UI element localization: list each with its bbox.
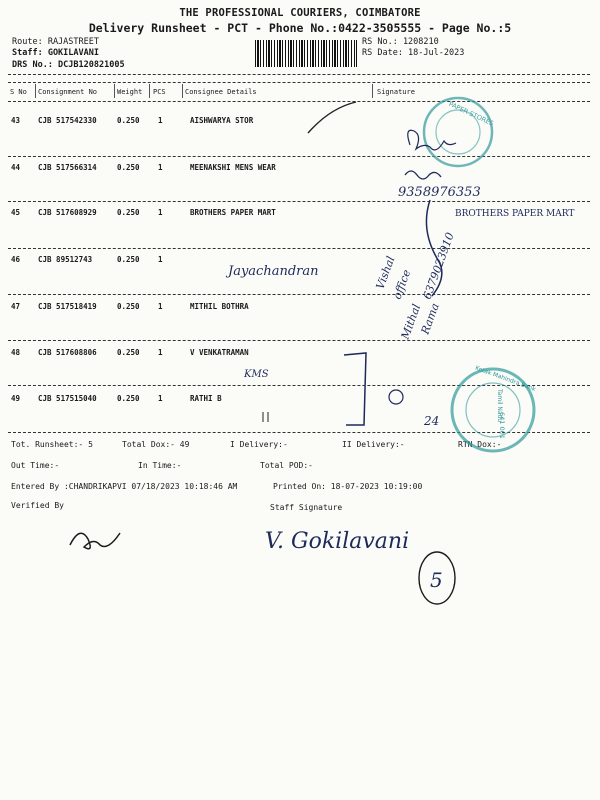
separator bbox=[8, 74, 590, 75]
rs-number: RS No.: 1208210 bbox=[362, 37, 439, 47]
brothers-stamp-text: BROTHERS PAPER MART bbox=[455, 209, 575, 219]
row-consignee: BROTHERS PAPER MART bbox=[190, 208, 276, 217]
row-sno: 48 bbox=[11, 348, 21, 357]
col-divider bbox=[182, 84, 183, 98]
drs-number: DRS No.: DCJB120821005 bbox=[12, 60, 125, 70]
row-weight: 0.250 bbox=[117, 394, 140, 403]
staff-label: Staff: GOKILAVANI bbox=[12, 48, 99, 58]
col-header-consignment: Consignment No bbox=[38, 88, 98, 96]
row-separator bbox=[8, 201, 590, 202]
handwritten-date-mark: 24 bbox=[424, 414, 440, 428]
handwritten-page-mark: 5 bbox=[430, 568, 443, 592]
company-title: THE PROFESSIONAL COURIERS, COIMBATORE bbox=[179, 7, 421, 19]
handwritten-mithal: Mithal bbox=[398, 302, 424, 342]
ii-delivery: II Delivery:- bbox=[342, 440, 405, 449]
row-weight: 0.250 bbox=[117, 208, 140, 217]
row-pcs: 1 bbox=[158, 208, 163, 217]
row-consignee: AISHWARYA STOR bbox=[190, 116, 254, 125]
route-label: Route: RAJASTREET bbox=[12, 37, 99, 47]
col-divider bbox=[114, 84, 115, 98]
row-weight: 0.250 bbox=[117, 255, 140, 264]
in-time: In Time:- bbox=[138, 461, 182, 470]
entered-by: Entered By :CHANDRIKAPVI 07/18/2023 10:18:46 AM bbox=[11, 482, 238, 491]
stamp-kotak-text: Kotak Mahindra Bank bbox=[474, 364, 537, 394]
row-sno: 46 bbox=[11, 255, 21, 264]
row-weight: 0.250 bbox=[117, 116, 140, 125]
row-pcs: 1 bbox=[158, 348, 163, 357]
printed-on: Printed On: 18-07-2023 10:19:00 bbox=[273, 482, 423, 491]
row-separator bbox=[8, 248, 590, 249]
row-separator bbox=[8, 294, 590, 295]
col-header-consignee: Consignee Details bbox=[185, 88, 257, 96]
row-sno: 44 bbox=[11, 163, 21, 172]
col-divider bbox=[372, 84, 373, 98]
row-pcs: 1 bbox=[158, 163, 163, 172]
col-header-sno: S No bbox=[10, 88, 27, 96]
row-consignee: MEENAKSHI MENS WEAR bbox=[190, 163, 276, 172]
handwritten-mobile: 6379023910 bbox=[420, 230, 457, 302]
row-pcs: 1 bbox=[158, 302, 163, 311]
verified-by-label: Verified By bbox=[11, 501, 64, 510]
handwritten-staff-signature: V. Gokilavani bbox=[265, 529, 410, 554]
handwritten-rama: Rama bbox=[418, 301, 442, 337]
kotak-bank-stamp bbox=[452, 365, 537, 451]
stamp-pin-text: 641 001 bbox=[498, 412, 506, 439]
barcode bbox=[255, 40, 357, 67]
staff-signature-label: Staff Signature bbox=[270, 503, 343, 512]
row-consignment: CJB 517608929 bbox=[38, 208, 97, 217]
row-consignee: V VENKATRAMAN bbox=[190, 348, 249, 357]
row-consignee: RATHI B bbox=[190, 394, 222, 403]
total-runsheet: Tot. Runsheet:- 5 bbox=[11, 440, 93, 449]
stamp-paper-stores-text: PAPER STORES bbox=[447, 99, 495, 128]
stamp-tamil-nadu-text: Tamil Nadu bbox=[496, 389, 503, 423]
col-header-weight: Weight bbox=[117, 88, 143, 96]
handwritten-office: office bbox=[390, 267, 414, 302]
row-separator bbox=[8, 432, 590, 433]
col-header-signature: Signature bbox=[377, 88, 415, 96]
out-time: Out Time:- bbox=[11, 461, 60, 470]
row-weight: 0.250 bbox=[117, 302, 140, 311]
handwritten-vishal: Vishal bbox=[373, 254, 398, 292]
row-sno: 45 bbox=[11, 208, 21, 217]
row-consignee: MITHIL BOTHRA bbox=[190, 302, 249, 311]
row-pcs: 1 bbox=[158, 255, 163, 264]
row-weight: 0.250 bbox=[117, 163, 140, 172]
runsheet-subtitle: Delivery Runsheet - PCT - Phone No.:0422-3505555 - Page No.:5 bbox=[88, 21, 512, 35]
col-divider bbox=[149, 84, 150, 98]
row-consignment: CJB 517542330 bbox=[38, 116, 97, 125]
rtn-dox: RTN Dox:- bbox=[458, 440, 502, 449]
handwritten-kms: KMS bbox=[244, 369, 269, 380]
row-consignment: CJB 517515040 bbox=[38, 394, 97, 403]
row-consignment: CJB 517608806 bbox=[38, 348, 97, 357]
row-sno: 47 bbox=[11, 302, 21, 311]
rs-date: RS Date: 18-Jul-2023 bbox=[362, 48, 465, 58]
i-delivery: I Delivery:- bbox=[230, 440, 288, 449]
col-divider bbox=[35, 84, 36, 98]
row-separator bbox=[8, 385, 590, 386]
row-consignment: CJB 517518419 bbox=[38, 302, 97, 311]
total-dox: Total Dox:- 49 bbox=[122, 440, 190, 449]
row-consignment: CJB 89512743 bbox=[38, 255, 93, 264]
row-consignment: CJB 517566314 bbox=[38, 163, 97, 172]
separator bbox=[8, 101, 590, 102]
row-separator bbox=[8, 340, 590, 341]
col-header-pcs: PCS bbox=[153, 88, 166, 96]
row-weight: 0.250 bbox=[117, 348, 140, 357]
row-sno: 49 bbox=[11, 394, 21, 403]
row-separator bbox=[8, 156, 590, 157]
row-pcs: 1 bbox=[158, 394, 163, 403]
handwritten-phone: 9358976353 bbox=[398, 185, 481, 200]
row-sno: 43 bbox=[11, 116, 21, 125]
separator bbox=[8, 82, 590, 83]
handwritten-name: Jayachandran bbox=[228, 264, 319, 279]
row-pcs: 1 bbox=[158, 116, 163, 125]
total-pod: Total POD:- bbox=[260, 461, 313, 470]
